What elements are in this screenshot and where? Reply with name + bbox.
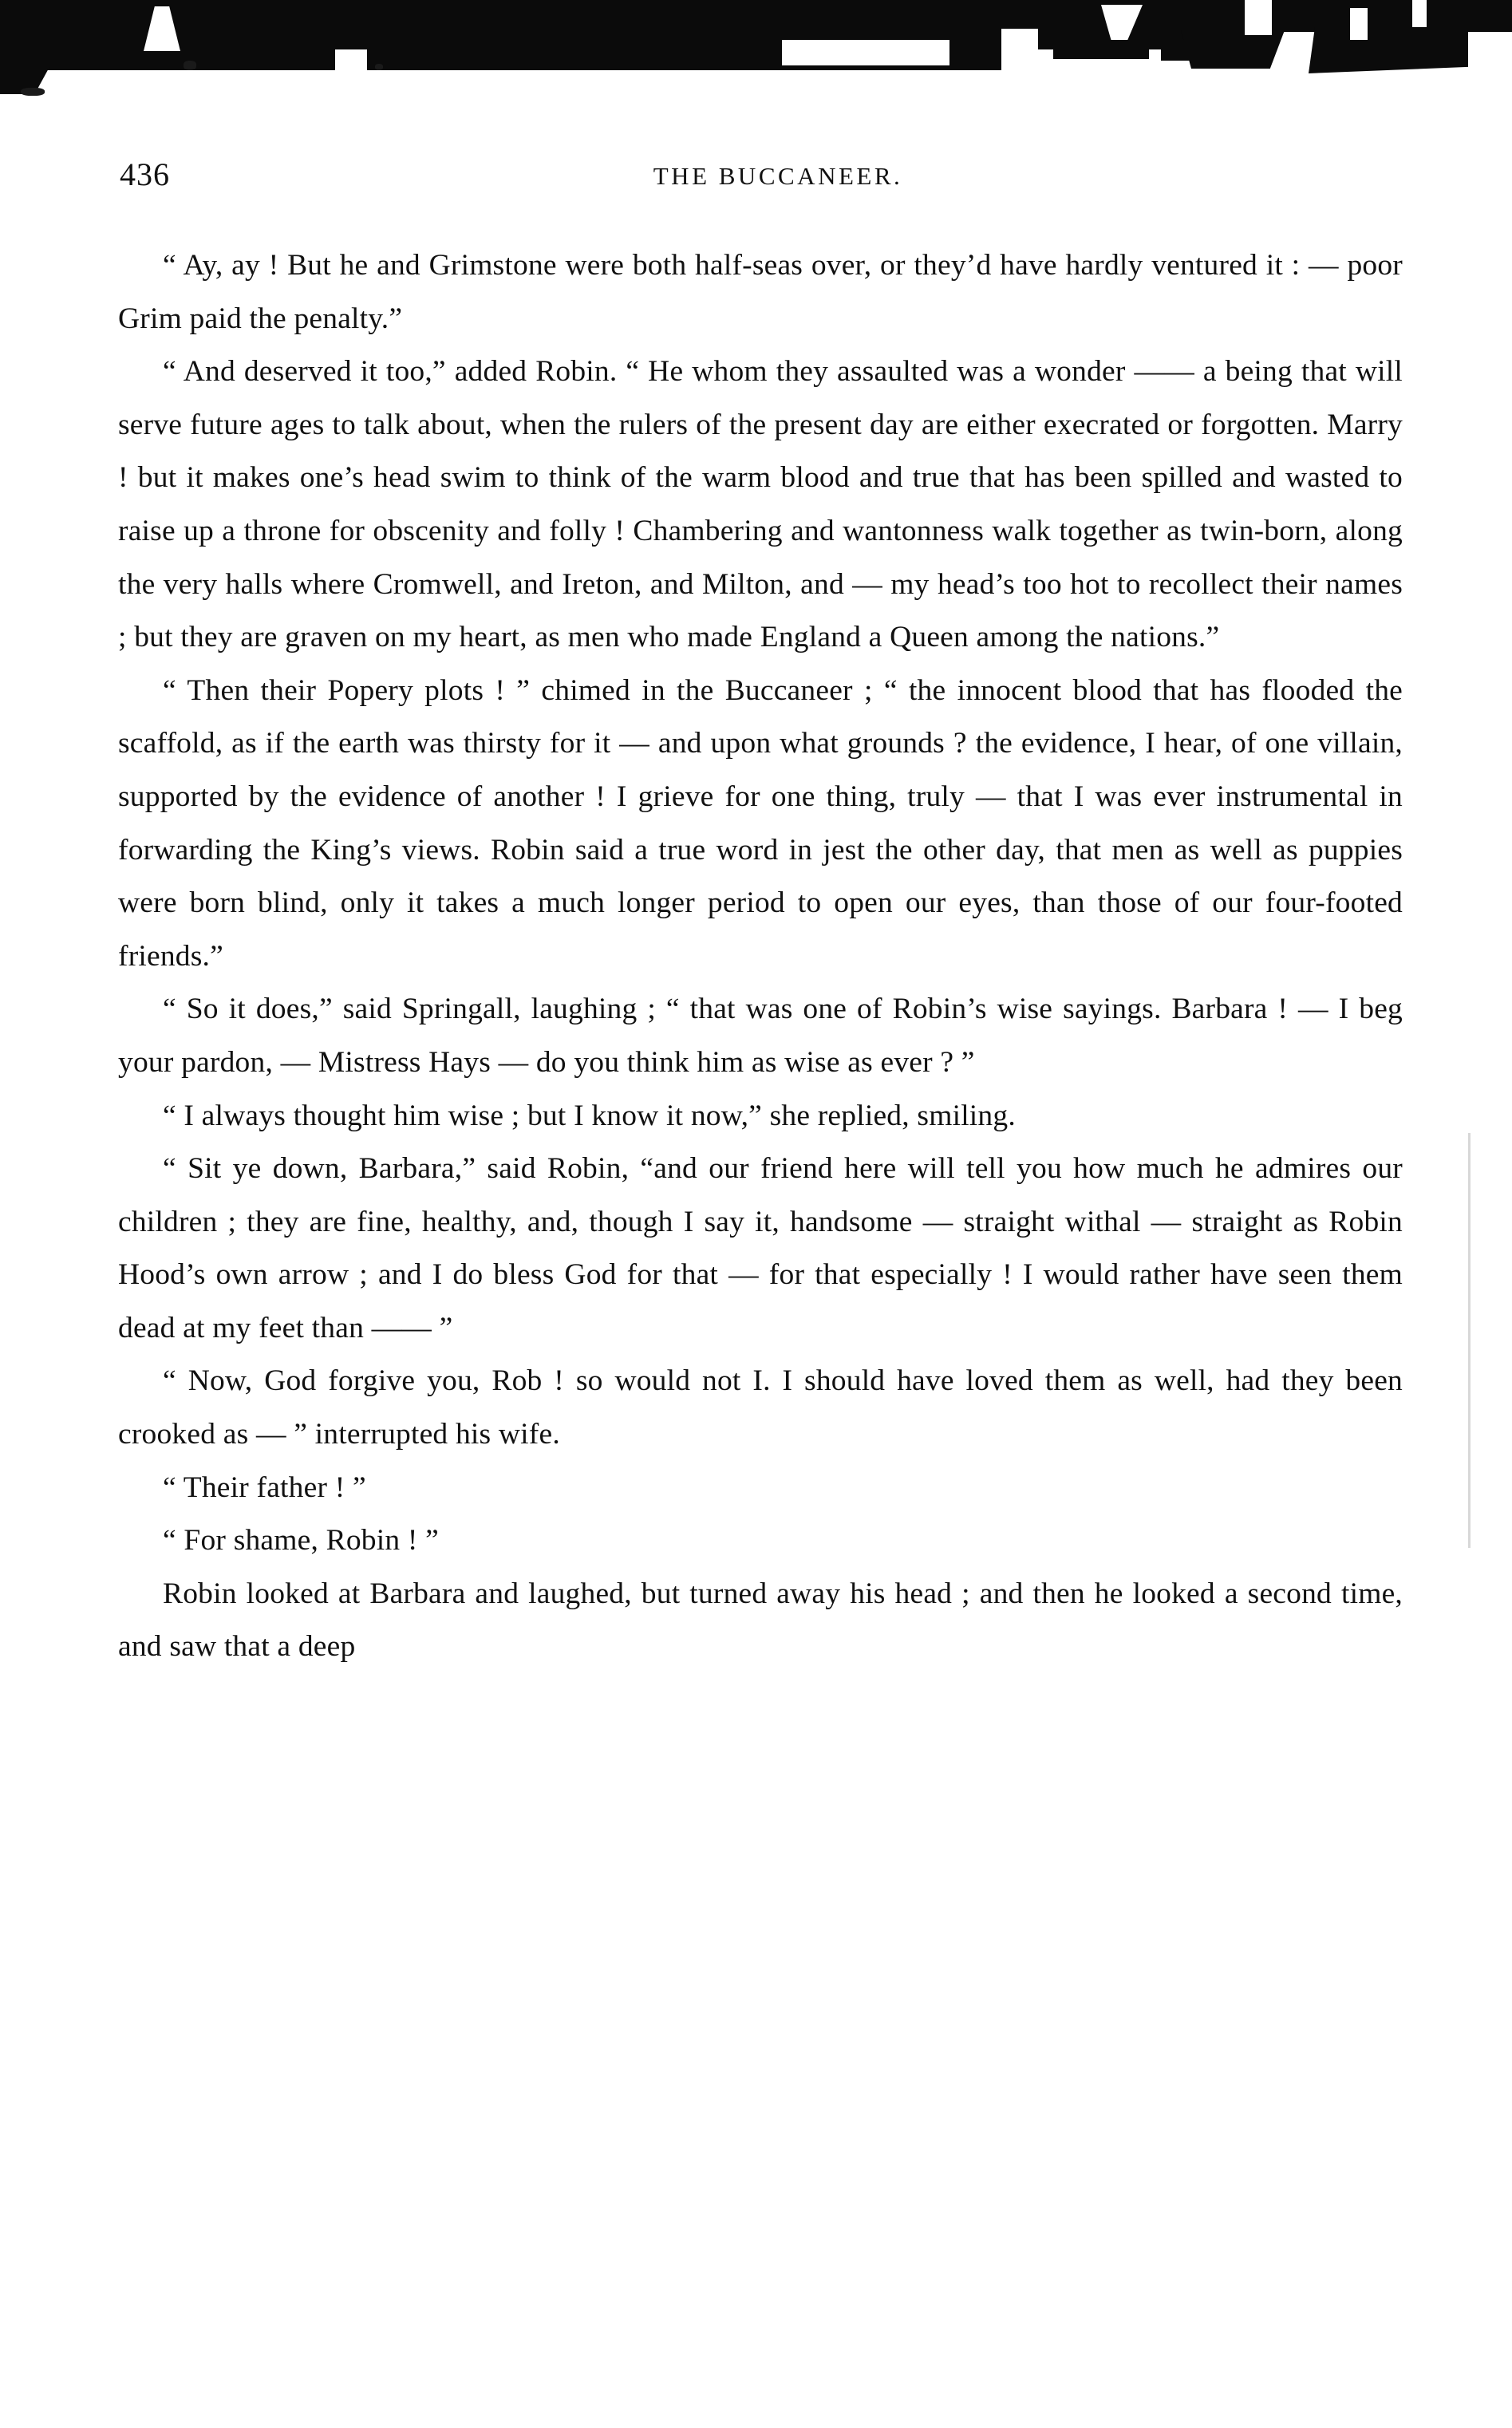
- paragraph: “ For shame, Robin ! ”: [163, 1524, 440, 1557]
- paragraph: “ Their father ! ”: [163, 1471, 366, 1504]
- paragraph: “ And deserved it too,” added Robin. “ He whom they assaulted was a wonder —— a being that will serve future ages to talk about, when the rulers of the present day are either execrated or forgotten. Marry ! but it makes one’s head swim to think of the warm blood and true that has been spilled and wasted to raise up a throne for obscenity and folly ! Chambering and wantonness walk together as twin-born, along the very halls where Cromwell, and Ireton, and Milton, and — my head’s too hot to recollect their names ; but they are graven on my heart, as men who made England a Queen among the nations.”: [118, 355, 1403, 654]
- paragraph: “ Then their Popery plots ! ” chimed in the Buccaneer ; “ the innocent blood that has flooded the scaffold, as if the earth was thirsty for it — and upon what grounds ? the evidence, I hear, of one villain, supported by the evidence of another ! I grieve for one thing, truly — that I was ever instrumental in forwarding the King’s views. Robin said a true word in jest the other day, that men as well as puppies were born blind, only it takes a much longer period to open our eyes, than those of our four-footed friends.”: [118, 673, 1403, 973]
- paragraph: Robin looked at Barbara and laughed, but turned away his head ; and then he looked a second time, and saw that a deep: [118, 1577, 1403, 1664]
- paragraph: “ I always thought him wise ; but I know it now,” she replied, smiling.: [163, 1099, 1016, 1132]
- paragraph: “ Ay, ay ! But he and Grimstone were both half-seas over, or they’d have hardly ventured it : — poor Grim paid the penalty.”: [118, 249, 1403, 335]
- paragraph: “ So it does,” said Springall, laughing ; “ that was one of Robin’s wise sayings. Barbara ! — I beg your pardon, — Mistress Hays — do you think him as wise as ever ? ”: [118, 993, 1403, 1079]
- page-number: 436: [120, 156, 170, 192]
- running-head: [120, 156, 1404, 200]
- body-text: [118, 239, 1403, 1674]
- scan-margin-rule: [1468, 1133, 1471, 1548]
- book-title-header: THE BUCCANEER.: [653, 162, 903, 190]
- paragraph: “ Sit ye down, Barbara,” said Robin, “and our friend here will tell you how much he admires our children ; they are fine, healthy, and, though I say it, handsome — straight withal — straight as Robin Hood’s own arrow ; and I do bless God for that — for that especially ! I would rather have seen them dead at my feet than —— ”: [118, 1152, 1403, 1344]
- paragraph: “ Now, God forgive you, Rob ! so would not I. I should have loved them as well, had they been crooked as — ” interrupted his wife.: [118, 1364, 1403, 1451]
